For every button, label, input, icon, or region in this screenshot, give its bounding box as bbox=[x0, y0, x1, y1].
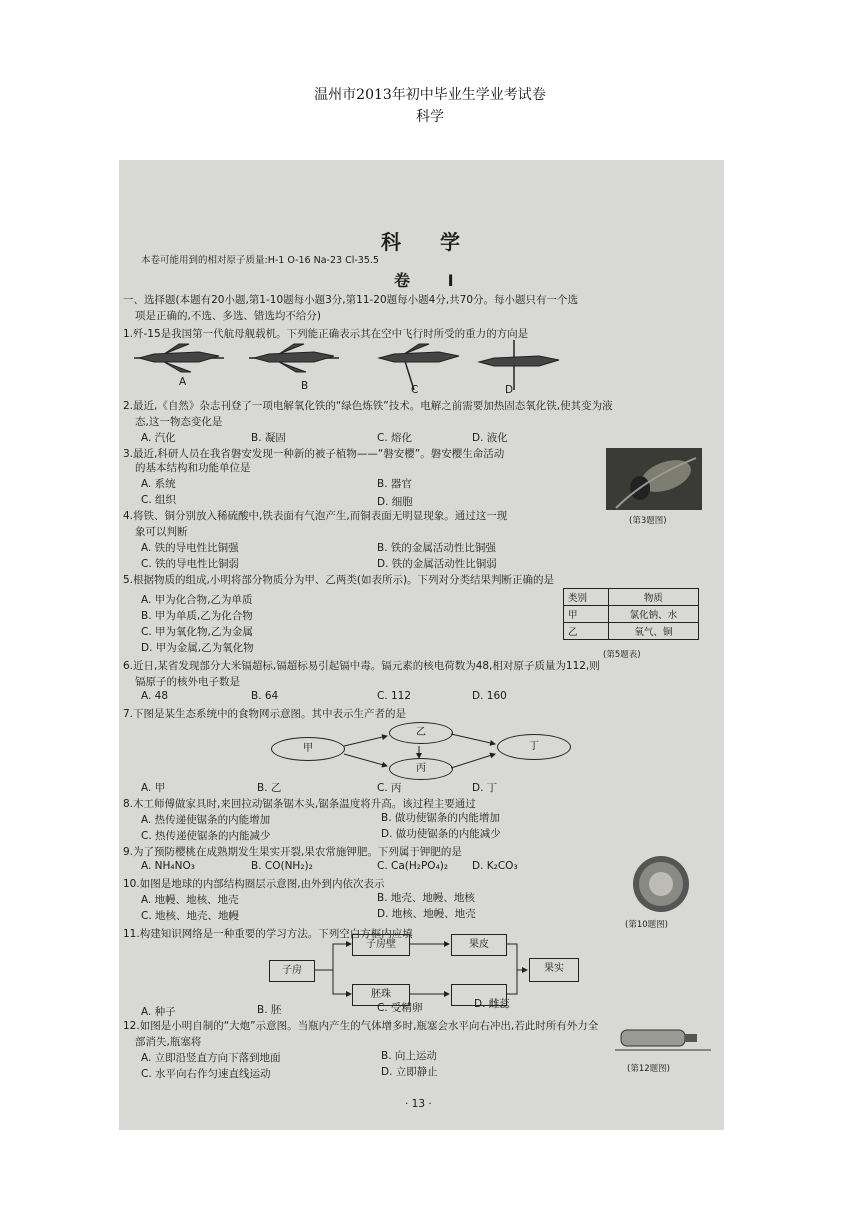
q12-option-d: D. 立即静止 bbox=[381, 1066, 438, 1078]
document-subject: 科学 bbox=[416, 109, 444, 125]
question-12-line2: 部消失,瓶塞将 bbox=[135, 1036, 202, 1048]
q10-caption: (第10题图) bbox=[625, 920, 668, 930]
q8-option-c: C. 热传递使锯条的内能减少 bbox=[141, 830, 271, 842]
question-4-line2: 象可以判断 bbox=[135, 526, 188, 538]
q3-option-d: D. 细胞 bbox=[377, 496, 413, 508]
table-cell: 氧气、铜 bbox=[608, 623, 698, 640]
page-number: · 13 · bbox=[405, 1098, 432, 1110]
q5-option-b: B. 甲为单质,乙为化合物 bbox=[141, 610, 253, 622]
q7-option-b: B. 乙 bbox=[257, 782, 282, 794]
scanned-exam-page bbox=[119, 160, 724, 1130]
question-11: 11.构建知识网络是一种重要的学习方法。下列空白方框内应填 bbox=[123, 928, 413, 940]
q3-caption: (第3题图) bbox=[629, 516, 667, 526]
table-cell: 氯化钠、水 bbox=[608, 606, 698, 623]
question-4: 4.将铁、铜分别放入稀硫酸中,铁表面有气泡产生,而铜表面无明显现象。通过这一现 bbox=[123, 510, 508, 522]
question-5: 5.根据物质的组成,小明将部分物质分为甲、乙两类(如表所示)。下列对分类结果判断正确的是 bbox=[123, 574, 555, 586]
volume-heading: 卷 Ⅰ bbox=[394, 271, 470, 290]
q12-option-a: A. 立即沿竖直方向下落到地面 bbox=[141, 1052, 281, 1064]
q9-option-b: B. CO(NH₂)₂ bbox=[251, 860, 313, 872]
fruit-diagram-lines bbox=[119, 934, 724, 1004]
q10-option-c: C. 地核、地壳、地幔 bbox=[141, 910, 240, 922]
q10-option-b: B. 地壳、地幔、地核 bbox=[377, 892, 475, 904]
page-heading: 科 学 bbox=[381, 230, 476, 254]
q12-option-b: B. 向上运动 bbox=[381, 1050, 437, 1062]
atomic-masses: 本卷可能用到的相对原子质量:H-1 O-16 Na-23 Cl-35.5 bbox=[141, 255, 379, 266]
q12-caption: (第12题图) bbox=[627, 1064, 670, 1074]
earth-structure-icon bbox=[631, 854, 691, 914]
q4-option-c: C. 铁的导电性比铜弱 bbox=[141, 558, 240, 570]
q3-option-c: C. 组织 bbox=[141, 494, 177, 506]
q11-option-c: C. 受精卵 bbox=[377, 1002, 423, 1014]
food-web-node-bing: 丙 bbox=[389, 758, 453, 780]
question-10: 10.如图是地球的内部结构圈层示意图,由外到内依次表示 bbox=[123, 878, 385, 890]
q11-option-d: D. 雌蕊 bbox=[474, 998, 510, 1010]
diagram-box-fruit: 果实 bbox=[529, 958, 579, 982]
q5-option-a: A. 甲为化合物,乙为单质 bbox=[141, 594, 253, 606]
question-6: 6.近日,某省发现部分大米镉超标,镉超标易引起镉中毒。镉元素的核电荷数为48,相对原子质量为112,则 bbox=[123, 660, 600, 672]
q7-option-a: A. 甲 bbox=[141, 782, 166, 794]
plane-b-icon bbox=[249, 344, 339, 372]
table-header-cell: 物质 bbox=[608, 589, 698, 606]
q4-option-a: A. 铁的导电性比铜强 bbox=[141, 542, 239, 554]
table-cell: 乙 bbox=[564, 623, 609, 640]
question-2-line2: 态,这一物态变化是 bbox=[135, 416, 223, 428]
q1-plane-figure bbox=[119, 340, 724, 400]
q11-option-b: B. 胚 bbox=[257, 1004, 282, 1016]
bottle-cannon-icon bbox=[615, 1020, 715, 1056]
food-web-node-yi: 乙 bbox=[389, 722, 453, 744]
question-3-line2: 的基本结构和功能单位是 bbox=[135, 462, 251, 474]
q6-option-d: D. 160 bbox=[472, 690, 507, 702]
food-web-node-ding: 丁 bbox=[497, 734, 571, 760]
q5-option-d: D. 甲为金属,乙为氧化物 bbox=[141, 642, 254, 654]
question-6-line2: 镉原子的核外电子数是 bbox=[135, 676, 240, 688]
question-3: 3.最近,科研人员在我省磐安发现一种新的被子植物——“磐安樱”。磐安樱生命活动 bbox=[123, 448, 505, 460]
q7-option-d: D. 丁 bbox=[472, 782, 498, 794]
diagram-box-pericarp: 果皮 bbox=[451, 934, 507, 956]
q3-option-a: A. 系统 bbox=[141, 478, 176, 490]
q6-option-c: C. 112 bbox=[377, 690, 412, 702]
q8-option-b: B. 做功使锯条的内能增加 bbox=[381, 812, 500, 824]
question-12: 12.如图是小明自制的“大炮”示意图。当瓶内产生的气体增多时,瓶塞会水平向右冲出,若此时所有外力全 bbox=[123, 1020, 599, 1032]
q9-option-a: A. NH₄NO₃ bbox=[141, 860, 195, 872]
plane-d-icon bbox=[479, 340, 559, 390]
q1-option-b: B bbox=[301, 380, 309, 392]
q6-option-a: A. 48 bbox=[141, 690, 169, 702]
q1-option-a: A bbox=[179, 376, 187, 388]
question-2: 2.最近,《自然》杂志刊登了一项电解氧化铁的“绿色炼铁”技术。电解之前需要加热固态氧化铁,使其变为液 bbox=[123, 400, 613, 412]
section-intro: 一、选择题(本题有20小题,第1-10题每小题3分,第11-20题每小题4分,共70分。每小题只有一个选 bbox=[123, 294, 579, 306]
q6-option-b: B. 64 bbox=[251, 690, 279, 702]
q4-option-d: D. 铁的金属活动性比铜弱 bbox=[377, 558, 497, 570]
question-7: 7.下图是某生态系统中的食物网示意图。其中表示生产者的是 bbox=[123, 708, 407, 720]
diagram-box-ovary: 子房 bbox=[269, 960, 315, 982]
q5-option-c: C. 甲为氧化物,乙为金属 bbox=[141, 626, 253, 638]
q1-option-c: C bbox=[411, 384, 419, 396]
table-cell: 甲 bbox=[564, 606, 609, 623]
document-title: 温州市2013年初中毕业生学业考试卷 bbox=[314, 87, 546, 103]
q10-option-a: A. 地幔、地核、地壳 bbox=[141, 894, 239, 906]
plane-a-icon bbox=[134, 344, 224, 372]
question-9: 9.为了预防樱桃在成熟期发生果实开裂,果农常施钾肥。下列属于钾肥的是 bbox=[123, 846, 462, 858]
q2-option-a: A. 汽化 bbox=[141, 432, 176, 444]
food-web-node-jia: 甲 bbox=[271, 737, 345, 761]
q5-caption: (第5题表) bbox=[603, 650, 641, 660]
q5-classification-table bbox=[563, 588, 699, 640]
section-intro-2: 项是正确的,不选、多选、错选均不给分) bbox=[135, 310, 321, 322]
q12-option-c: C. 水平向右作匀速直线运动 bbox=[141, 1068, 271, 1080]
table-header-cell: 类别 bbox=[564, 589, 609, 606]
diagram-box-ovule: 胚珠 bbox=[352, 984, 410, 1006]
question-8: 8.木工师傅做家具时,来回拉动锯条锯木头,锯条温度将升高。该过程主要通过 bbox=[123, 798, 476, 810]
plane-c-icon bbox=[379, 344, 459, 390]
q9-option-c: C. Ca(H₂PO₄)₂ bbox=[377, 860, 449, 872]
q4-option-b: B. 铁的金属活动性比铜强 bbox=[377, 542, 496, 554]
q3-plant-photo bbox=[606, 448, 702, 510]
q8-option-d: D. 做功使锯条的内能减少 bbox=[381, 828, 501, 840]
question-1: 1.歼-15是我国第一代航母舰载机。下列能正确表示其在空中飞行时所受的重力的方向是 bbox=[123, 328, 529, 340]
q7-option-c: C. 丙 bbox=[377, 782, 402, 794]
q8-option-a: A. 热传递使锯条的内能增加 bbox=[141, 814, 271, 826]
q10-option-d: D. 地核、地幔、地壳 bbox=[377, 908, 476, 920]
q3-option-b: B. 器官 bbox=[377, 478, 412, 490]
q9-option-d: D. K₂CO₃ bbox=[472, 860, 518, 872]
q1-option-d: D bbox=[505, 384, 514, 396]
q11-option-a: A. 种子 bbox=[141, 1006, 176, 1018]
diagram-box-ovary-wall: 子房壁 bbox=[352, 934, 410, 956]
q2-option-b: B. 凝固 bbox=[251, 432, 286, 444]
q2-option-c: C. 熔化 bbox=[377, 432, 413, 444]
q2-option-d: D. 液化 bbox=[472, 432, 508, 444]
